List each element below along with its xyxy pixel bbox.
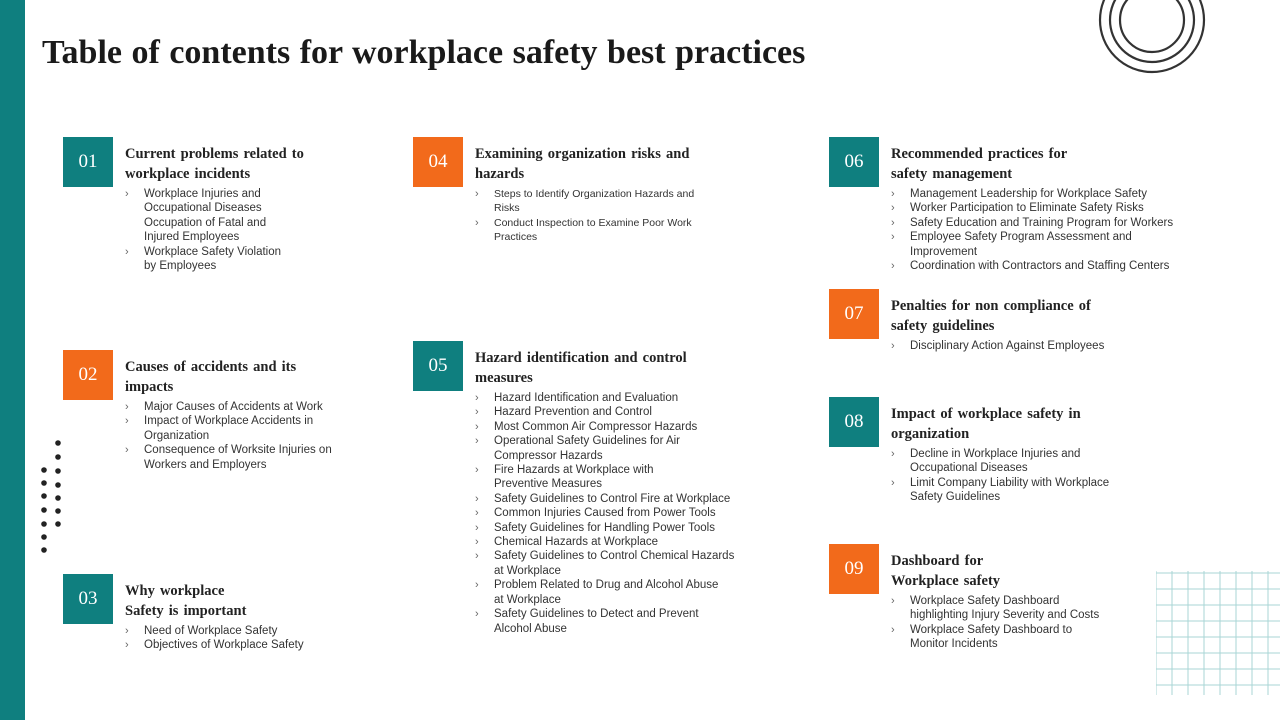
section-heading: Penalties for non compliance of safety guidelines (891, 298, 1091, 334)
list-item: › Disciplinary Action Against Employees (891, 339, 1104, 353)
list-item: › Objectives of Workplace Safety (125, 638, 304, 652)
list-item: › Major Causes of Accidents at Work (125, 400, 332, 414)
list-item: › Hazard Identification and Evaluation (475, 391, 734, 405)
list-item: › Workplace Injuries and Occupational Diseases Occupation of Fatal and Injured Employees (125, 187, 281, 245)
list-item: › Fire Hazards at Workplace with Preventive Measures (475, 463, 734, 492)
list-item: › Safety Guidelines for Handling Power Tools (475, 521, 734, 535)
list-item: › Worker Participation to Eliminate Safety Risks (891, 201, 1173, 215)
list-item: › Consequence of Worksite Injuries on Workers and Employers (125, 443, 332, 472)
list-item: › Safety Guidelines to Control Chemical Hazards at Workplace (475, 549, 734, 578)
section-item-list (125, 187, 281, 273)
dot-pattern-decoration (40, 440, 64, 555)
list-item: › Employee Safety Program Assessment and Improvement (891, 230, 1173, 259)
section-number-badge: 09 (829, 544, 879, 594)
list-item: › Operational Safety Guidelines for Air Compressor Hazards (475, 434, 734, 463)
section-number-badge: 04 (413, 137, 463, 187)
section-heading: Causes of accidents and its impacts (125, 359, 297, 395)
list-item: › Most Common Air Compressor Hazards (475, 420, 734, 434)
list-item: › Need of Workplace Safety (125, 624, 304, 638)
section-heading: Examining organization risks and hazards (475, 146, 690, 182)
section-number-badge: 08 (829, 397, 879, 447)
list-item: › Coordination with Contractors and Staffing Centers (891, 259, 1173, 273)
list-item: › Limit Company Liability with Workplace Safety Guidelines (891, 476, 1109, 505)
section-heading: Current problems related to workplace incidents (125, 146, 304, 182)
list-item: › Workplace Safety Dashboard highlighting Injury Severity and Costs (891, 594, 1099, 623)
section-number-badge: 03 (63, 574, 113, 624)
section-heading: Hazard identification and control measures (475, 350, 687, 386)
list-item: › Decline in Workplace Injuries and Occupational Diseases (891, 447, 1109, 476)
list-item: › Safety Guidelines to Control Fire at Workplace (475, 492, 734, 506)
section-item-list (891, 447, 1109, 505)
list-item: › Steps to Identify Organization Hazards and Risks (475, 187, 694, 216)
page-title: Table of contents for workplace safety best practices (42, 34, 806, 71)
section-heading: Why workplace Safety is important (125, 583, 247, 619)
section-item-list (475, 187, 694, 245)
section-heading: Dashboard for Workplace safety (891, 553, 1001, 589)
list-item: › Conduct Inspection to Examine Poor Work Practices (475, 216, 694, 245)
list-item: › Impact of Workplace Accidents in Organization (125, 414, 332, 443)
grid-pattern-decoration (1156, 571, 1280, 695)
section-item-list (125, 624, 304, 653)
list-item: › Safety Guidelines to Detect and Prevent Alcohol Abuse (475, 607, 734, 636)
concentric-rings-decoration (1096, 0, 1208, 80)
section-number-badge: 01 (63, 137, 113, 187)
section-number-badge: 07 (829, 289, 879, 339)
list-item: › Problem Related to Drug and Alcohol Abuse at Workplace (475, 578, 734, 607)
section-item-list (891, 594, 1099, 652)
list-item: › Workplace Safety Dashboard to Monitor Incidents (891, 623, 1099, 652)
list-item: › Safety Education and Training Program for Workers (891, 216, 1173, 230)
section-item-list (125, 400, 332, 472)
left-accent-bar (0, 0, 25, 720)
section-number-badge: 02 (63, 350, 113, 400)
section-item-list (891, 339, 1104, 353)
section-number-badge: 06 (829, 137, 879, 187)
section-item-list (891, 187, 1173, 273)
list-item: › Common Injuries Caused from Power Tools (475, 506, 734, 520)
list-item: › Hazard Prevention and Control (475, 405, 734, 419)
list-item: › Workplace Safety Violation by Employees (125, 245, 281, 274)
list-item: › Chemical Hazards at Workplace (475, 535, 734, 549)
section-item-list (475, 391, 734, 636)
section-number-badge: 05 (413, 341, 463, 391)
section-heading: Impact of workplace safety in organization (891, 406, 1081, 442)
section-heading: Recommended practices for safety management (891, 146, 1068, 182)
list-item: › Management Leadership for Workplace Safety (891, 187, 1173, 201)
